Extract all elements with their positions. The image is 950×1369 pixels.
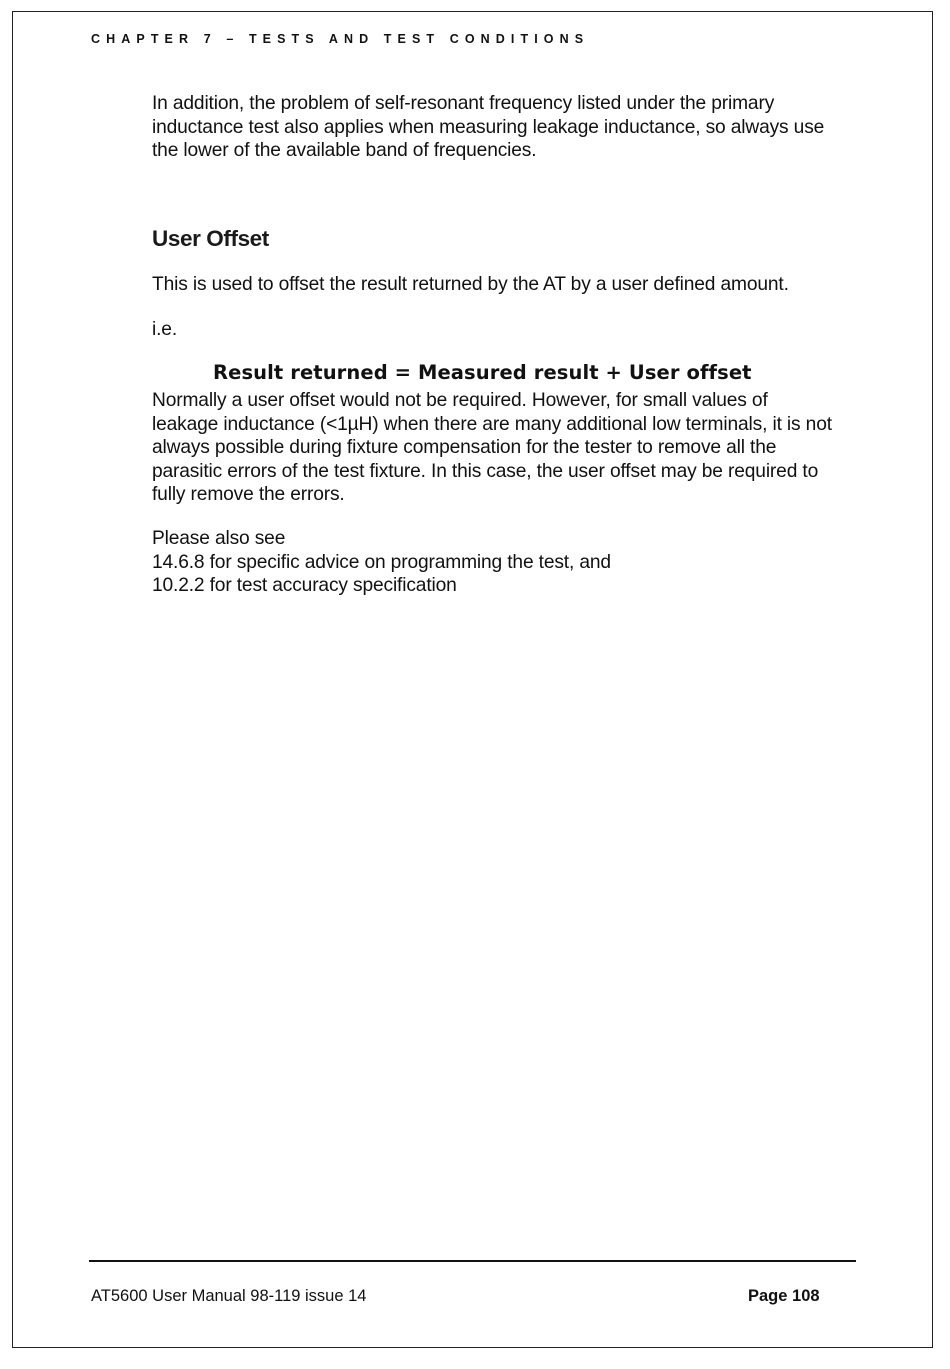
explanation-line: always possible during fixture compensation for the tester to remove all the: [152, 437, 777, 458]
footer-divider: [89, 1260, 856, 1262]
see-also-intro: Please also see: [152, 528, 286, 549]
description-text: This is used to offset the result returned by the AT by a user defined amount.: [152, 274, 789, 295]
intro-line: inductance test also applies when measuring leakage inductance, so always use: [152, 116, 825, 138]
intro-paragraph: [152, 92, 862, 163]
section-heading: User Offset: [152, 226, 269, 251]
footer-manual-title: AT5600 User Manual 98-119 issue 14: [91, 1287, 367, 1305]
see-also-block: [152, 527, 862, 598]
see-also-reference: 10.2.2 for test accuracy specification: [152, 575, 457, 596]
explanation-line: leakage inductance (<1µH) when there are many additional low terminals, it is not: [152, 413, 832, 435]
explanation-paragraph: [152, 389, 862, 507]
see-also-reference: 14.6.8 for specific advice on programming the test, and: [152, 551, 611, 573]
intro-line: the lower of the available band of frequencies.: [152, 140, 537, 161]
intro-line: In addition, the problem of self-resonant frequency listed under the primary: [152, 93, 775, 114]
chapter-header: CHAPTER 7 – TESTS AND TEST CONDITIONS: [91, 32, 590, 46]
explanation-line: Normally a user offset would not be required. However, for small values of: [152, 390, 768, 411]
explanation-line: parasitic errors of the test fixture. In this case, the user offset may be required to: [152, 460, 819, 482]
footer-page-number: Page 108: [748, 1287, 820, 1305]
formula: Result returned = Measured result + User offset: [213, 361, 752, 384]
ie-label: i.e.: [152, 319, 177, 340]
explanation-line: fully remove the errors.: [152, 484, 345, 505]
page-border: [12, 11, 933, 1348]
